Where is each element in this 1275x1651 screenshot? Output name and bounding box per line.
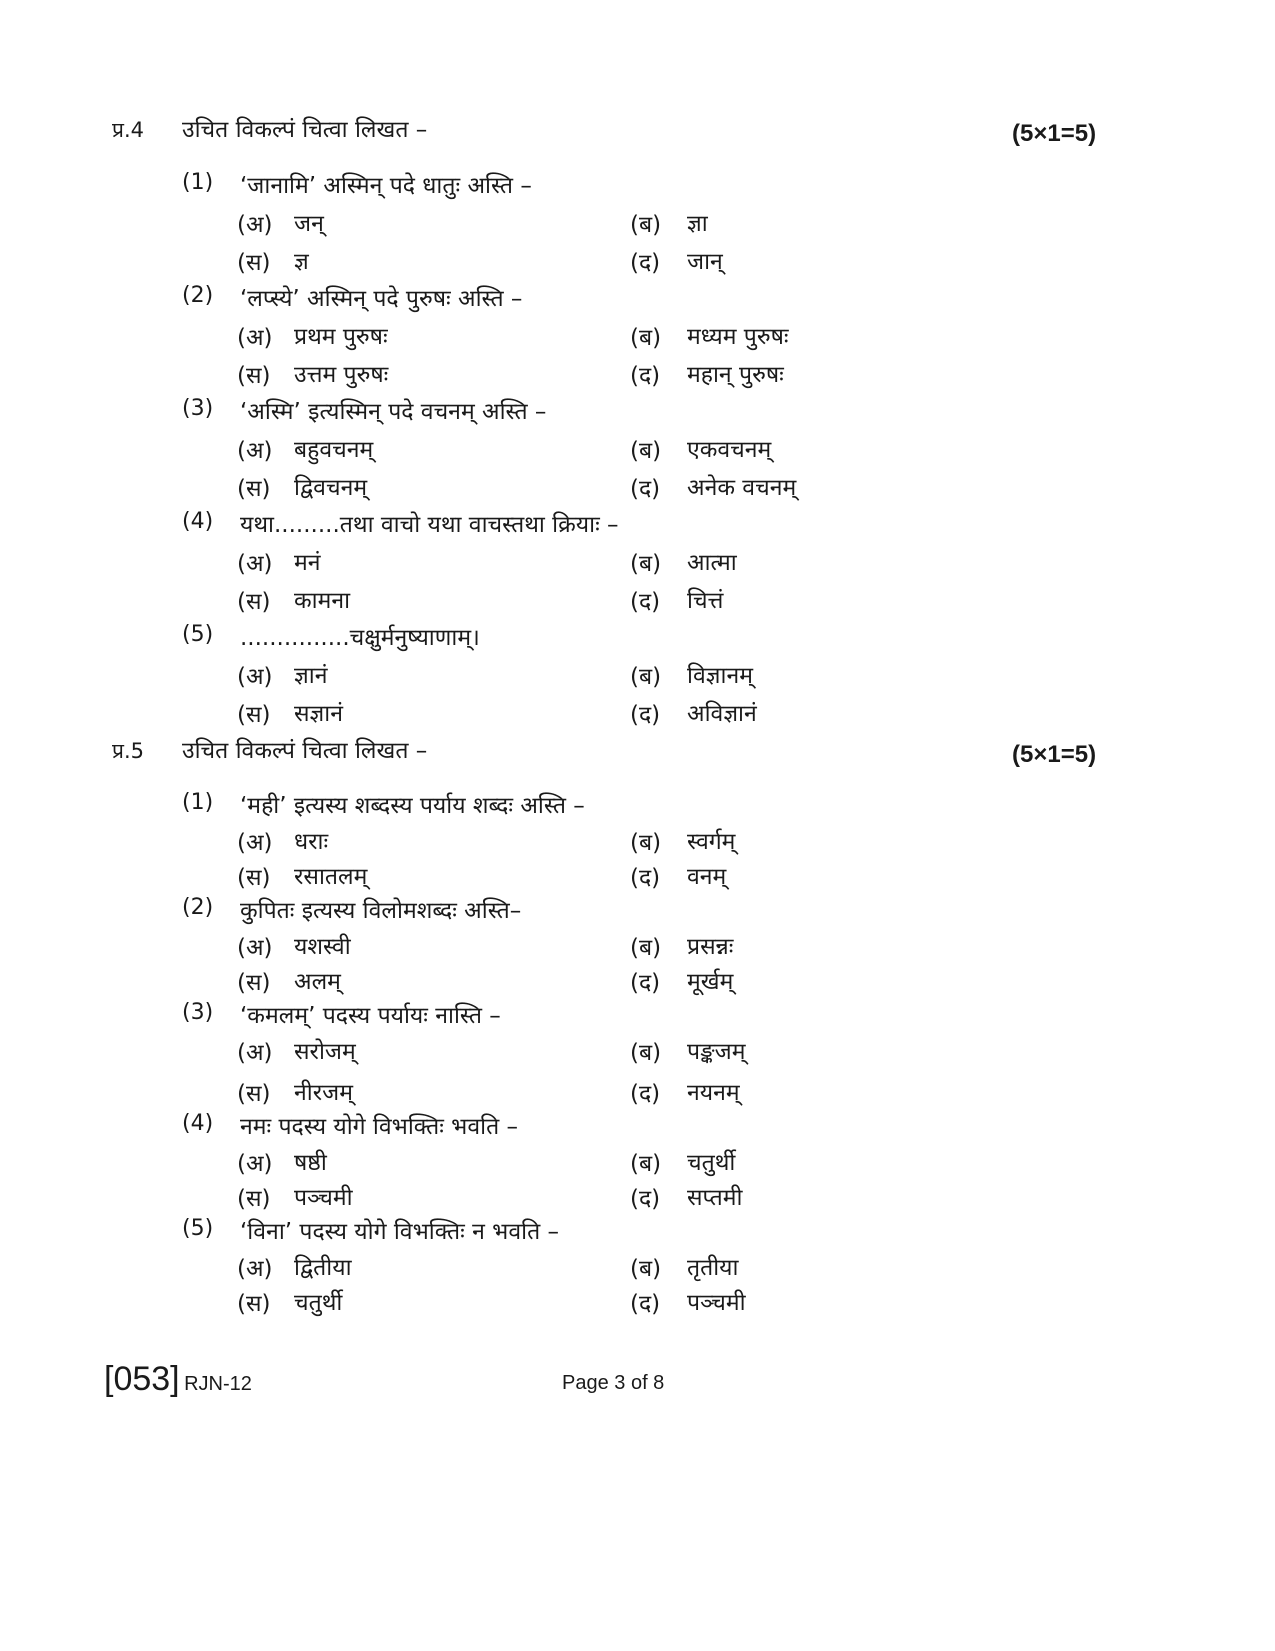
question-instruction: उचित विकल्पं चित्वा लिखत –	[182, 738, 428, 764]
option-label: (ब)	[630, 830, 662, 856]
option-text: चतुर्थी	[294, 1290, 343, 1316]
option-text: तृतीया	[687, 1255, 739, 1281]
option-label: (द)	[630, 250, 661, 276]
sub-question-text: ‘जानामि’ अस्मिन् पदे धातुः अस्ति –	[240, 173, 532, 199]
sub-question-number: (2)	[182, 895, 214, 920]
option-text: जान्	[687, 249, 723, 275]
option-text: आत्मा	[687, 550, 737, 576]
option-label: (स)	[237, 970, 271, 996]
sub-question-number: (3)	[182, 396, 214, 421]
option-label: (स)	[237, 702, 271, 728]
option-text: सप्तमी	[687, 1185, 743, 1211]
option-text: ज्ञा	[687, 211, 708, 237]
option-label: (अ)	[237, 438, 273, 464]
option-label: (ब)	[630, 1256, 662, 1282]
paper-code-series: RJN-12	[184, 1373, 252, 1395]
option-text: नयनम्	[687, 1080, 740, 1106]
option-text: महान् पुरुषः	[687, 362, 784, 388]
paper-code-number: [053]	[104, 1360, 180, 1398]
sub-question-number: (4)	[182, 1111, 214, 1136]
option-label: (द)	[630, 363, 661, 389]
question-number: प्र.4	[112, 118, 144, 142]
option-label: (अ)	[237, 1040, 273, 1066]
sub-question-number: (1)	[182, 170, 214, 195]
question-marks: (5×1=5)	[1012, 120, 1097, 147]
option-text: मनं	[294, 550, 321, 576]
option-text: उत्तम पुरुषः	[294, 362, 389, 388]
option-label: (द)	[630, 865, 661, 891]
option-text: सज्ञानं	[294, 701, 344, 727]
option-label: (ब)	[630, 664, 662, 690]
option-text: पङ्कजम्	[687, 1039, 746, 1065]
option-text: मूर्खम्	[687, 969, 734, 995]
option-text: अविज्ञानं	[687, 701, 757, 727]
option-text: कामना	[294, 588, 351, 614]
sub-question-text: ‘अस्मि’ इत्यस्मिन् पदे वचनम् अस्ति –	[240, 399, 547, 425]
option-text: पञ्चमी	[687, 1290, 746, 1316]
sub-question-number: (4)	[182, 509, 214, 534]
option-label: (स)	[237, 589, 271, 615]
option-label: (ब)	[630, 1040, 662, 1066]
option-text: सरोजम्	[294, 1039, 356, 1065]
option-label: (द)	[630, 1186, 661, 1212]
option-text: अनेक वचनम्	[687, 475, 797, 501]
sub-question-text: नमः पदस्य योगे विभक्तिः भवति –	[240, 1114, 519, 1140]
question-number: प्र.5	[112, 739, 144, 763]
option-text: रसातलम्	[294, 864, 368, 890]
option-label: (स)	[237, 1291, 271, 1317]
sub-question-text: ‘मही’ इत्यस्य शब्दस्य पर्याय शब्दः अस्ति –	[240, 793, 585, 819]
option-label: (द)	[630, 1291, 661, 1317]
question-marks: (5×1=5)	[1012, 741, 1097, 768]
option-text: ज्ञानं	[294, 663, 328, 689]
page-number: Page 3 of 8	[562, 1372, 665, 1394]
sub-question-text: कुपितः इत्यस्य विलोमशब्दः अस्ति–	[240, 898, 522, 924]
option-text: बहुवचनम्	[294, 437, 374, 463]
option-label: (अ)	[237, 325, 273, 351]
option-label: (द)	[630, 476, 661, 502]
option-label: (अ)	[237, 830, 273, 856]
option-label: (ब)	[630, 438, 662, 464]
option-text: प्रसन्नः	[687, 934, 734, 960]
sub-question-text: ‘विना’ पदस्य योगे विभक्तिः न भवति –	[240, 1219, 560, 1245]
option-text: अलम्	[294, 969, 341, 995]
option-text: वनम्	[687, 864, 727, 890]
option-label: (द)	[630, 589, 661, 615]
option-label: (स)	[237, 250, 271, 276]
option-label: (द)	[630, 1081, 661, 1107]
sub-question-text: यथा.........तथा वाचो यथा वाचस्तथा क्रियाः –	[240, 512, 619, 538]
option-label: (ब)	[630, 212, 662, 238]
option-text: चित्तं	[687, 588, 724, 614]
option-label: (स)	[237, 476, 271, 502]
option-text: ज्ञ	[294, 249, 309, 275]
option-text: षष्ठी	[294, 1150, 327, 1176]
sub-question-number: (5)	[182, 622, 214, 647]
option-text: एकवचनम्	[687, 437, 772, 463]
option-text: नीरजम्	[294, 1080, 353, 1106]
option-label: (स)	[237, 1081, 271, 1107]
option-text: पञ्चमी	[294, 1185, 353, 1211]
option-label: (स)	[237, 865, 271, 891]
sub-question-number: (2)	[182, 283, 214, 308]
option-label: (ब)	[630, 935, 662, 961]
option-text: मध्यम पुरुषः	[687, 324, 789, 350]
sub-question-number: (3)	[182, 1000, 214, 1025]
option-text: यशस्वी	[294, 934, 351, 960]
option-text: द्वितीया	[294, 1255, 352, 1281]
option-label: (द)	[630, 970, 661, 996]
option-text: जन्	[294, 211, 324, 237]
option-label: (अ)	[237, 935, 273, 961]
sub-question-text: ...............चक्षुर्मनुष्याणाम्।	[240, 625, 480, 651]
paper-code	[104, 1360, 252, 1399]
option-text: चतुर्थी	[687, 1150, 736, 1176]
sub-question-number: (5)	[182, 1216, 214, 1241]
option-label: (स)	[237, 363, 271, 389]
option-text: स्वर्गम्	[687, 829, 736, 855]
option-label: (ब)	[630, 551, 662, 577]
option-label: (अ)	[237, 1256, 273, 1282]
option-label: (ब)	[630, 1151, 662, 1177]
option-label: (अ)	[237, 551, 273, 577]
option-label: (स)	[237, 1186, 271, 1212]
option-text: द्विवचनम्	[294, 475, 368, 501]
option-label: (अ)	[237, 664, 273, 690]
option-label: (अ)	[237, 1151, 273, 1177]
option-label: (द)	[630, 702, 661, 728]
sub-question-number: (1)	[182, 790, 214, 815]
sub-question-text: ‘कमलम्’ पदस्य पर्यायः नास्ति –	[240, 1003, 501, 1029]
option-text: विज्ञानम्	[687, 663, 753, 689]
sub-question-text: ‘लप्स्ये’ अस्मिन् पदे पुरुषः अस्ति –	[240, 286, 523, 312]
option-text: प्रथम पुरुषः	[294, 324, 388, 350]
option-text: धराः	[294, 829, 329, 855]
option-label: (ब)	[630, 325, 662, 351]
question-instruction: उचित विकल्पं चित्वा लिखत –	[182, 117, 428, 143]
option-label: (अ)	[237, 212, 273, 238]
